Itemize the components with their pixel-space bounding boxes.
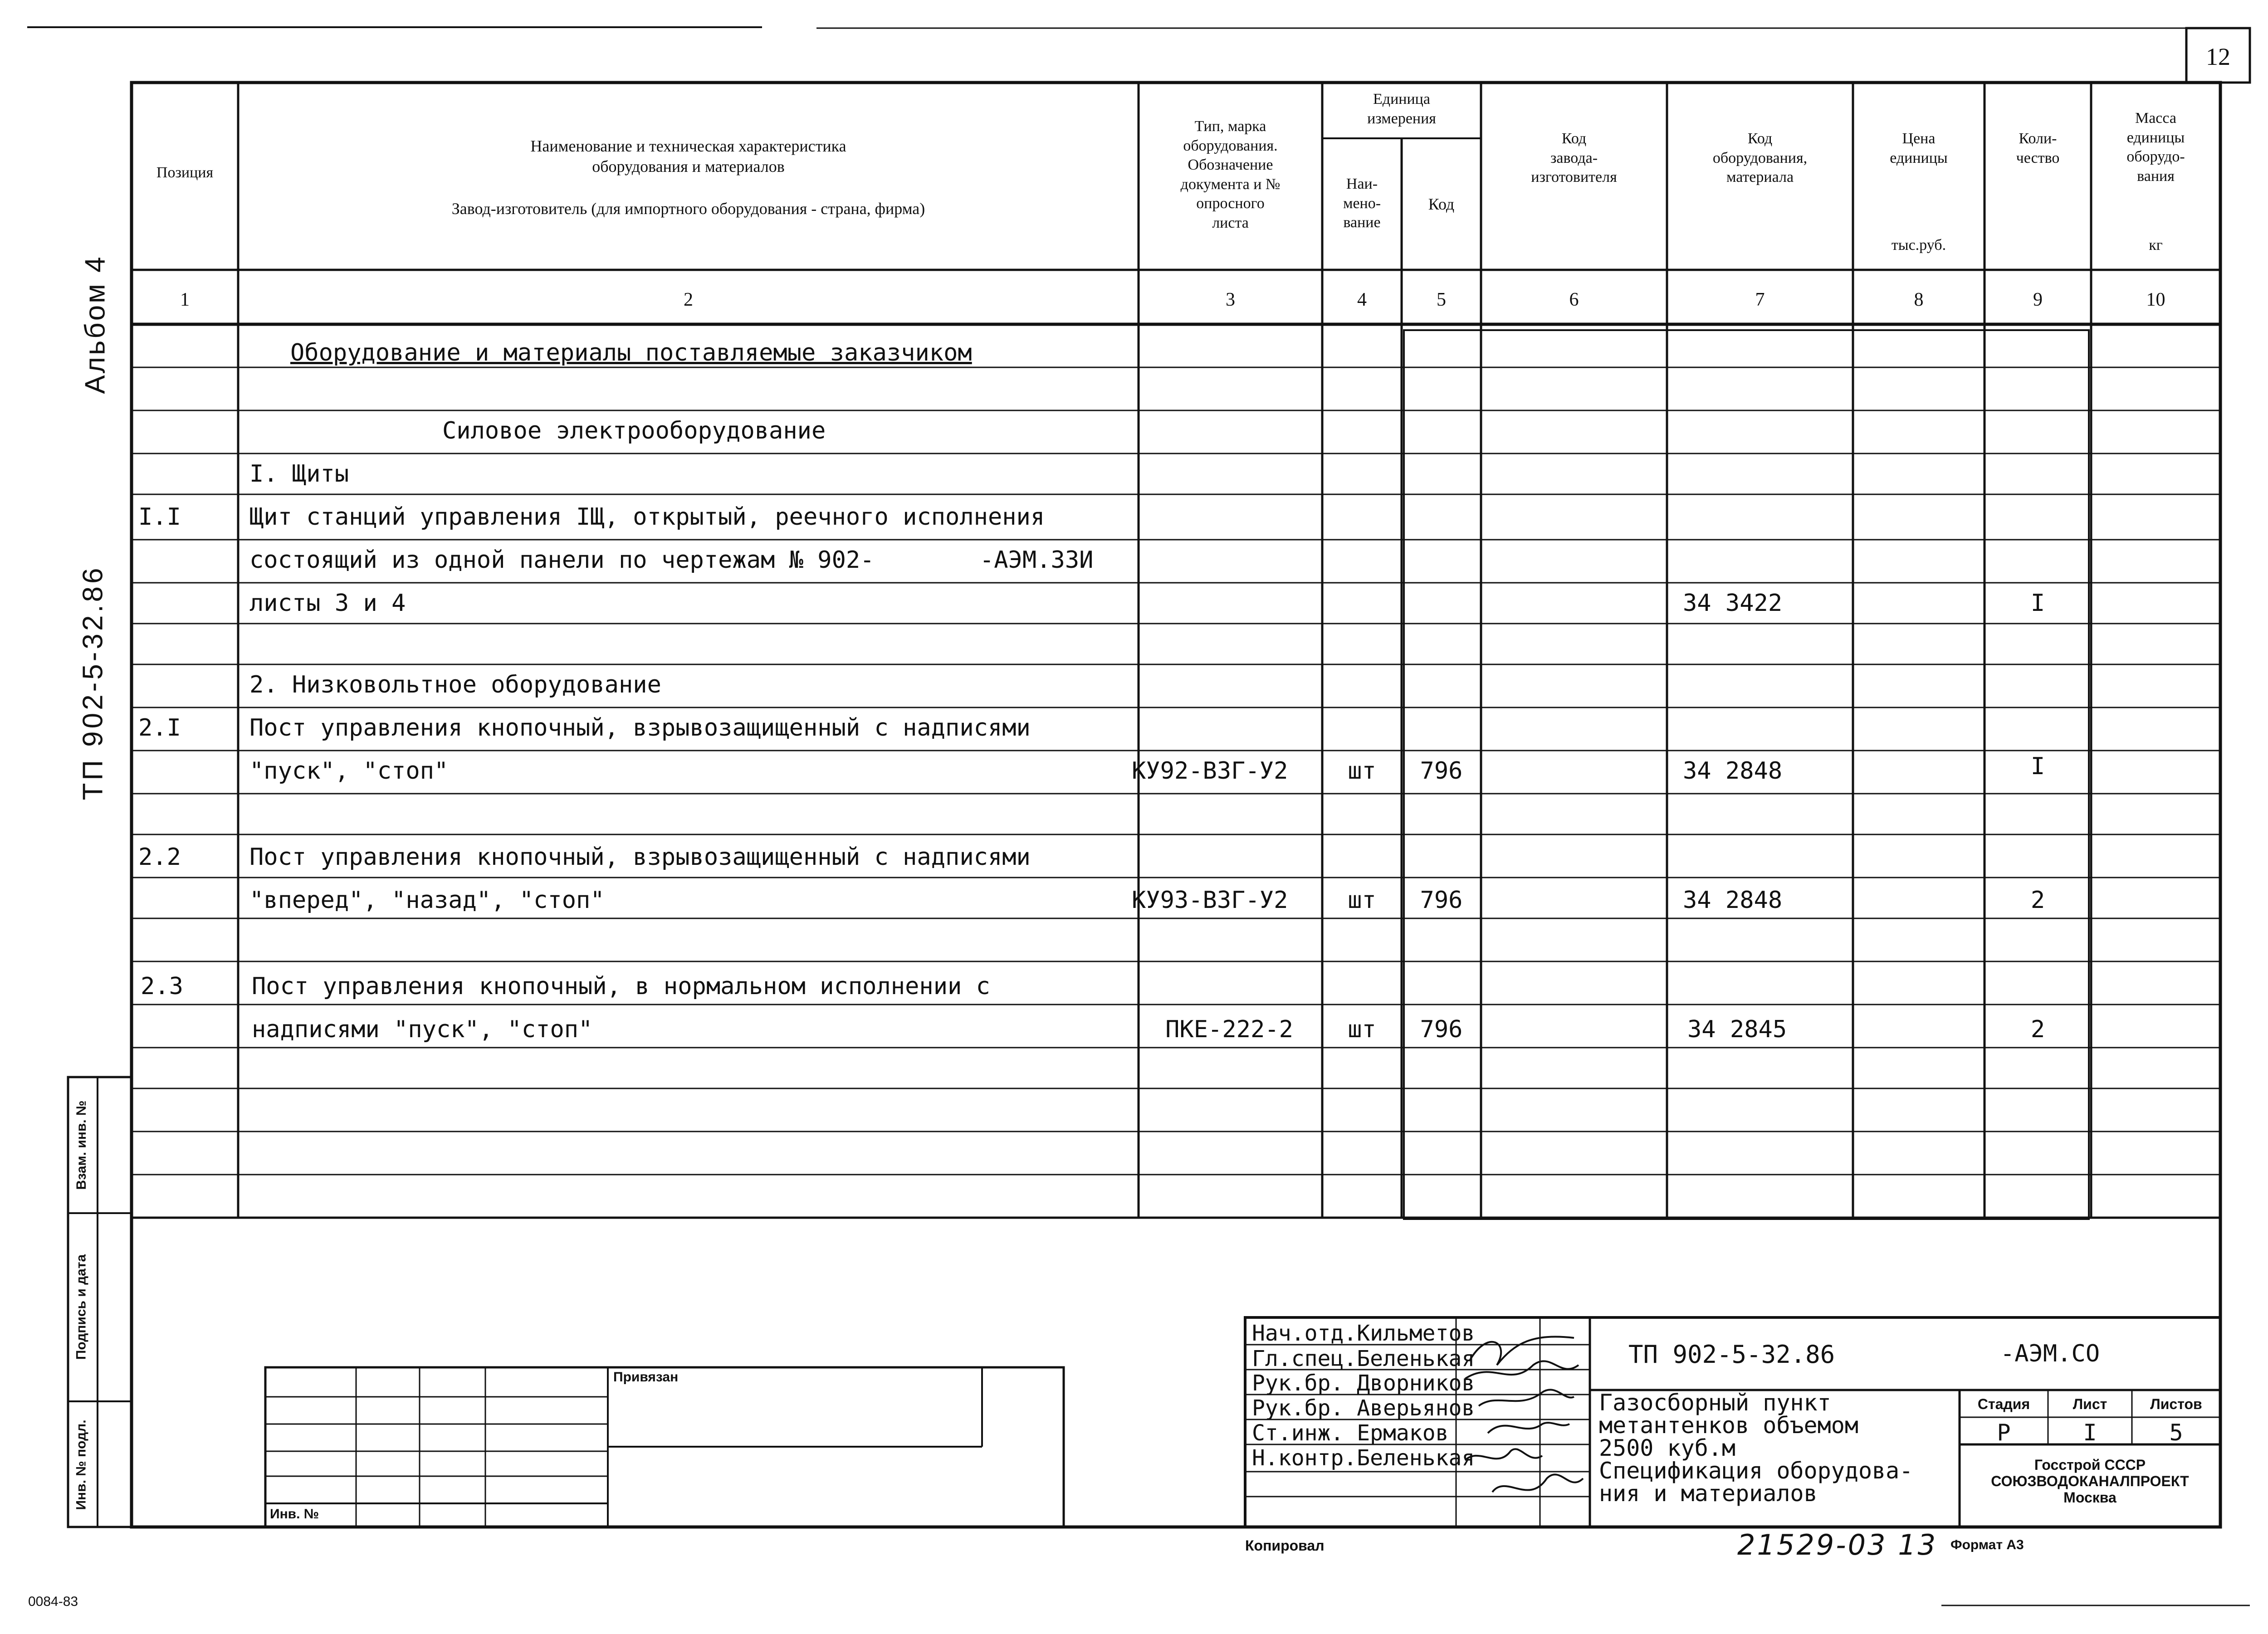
col-number: 4	[1357, 289, 1367, 310]
col-number: 3	[1226, 289, 1235, 310]
stage-label: Стадия	[1977, 1396, 2030, 1412]
header-mass-unit: кг	[2149, 237, 2163, 254]
table-row-type: КУ92-ВЗГ-У2	[1132, 757, 1288, 785]
col-number: 8	[1914, 289, 1924, 310]
copied-by: Копировал	[1245, 1537, 1325, 1554]
table-row-name: Пост управления кнопочный, взрывозащищенный с надписями	[249, 844, 1031, 871]
header-mass: Масса единицы оборудо- вания	[2126, 110, 2185, 185]
table-row-material-code: 34 2848	[1683, 887, 1783, 914]
table-row-name: Щит станций управления IЩ, открытый, реечного исполнения	[249, 503, 1045, 531]
table-row-name: "вперед", "назад", "стоп"	[249, 887, 605, 914]
col-number: 9	[2033, 289, 2043, 310]
group-title: 2. Низковольтное оборудование	[249, 671, 661, 698]
table-row-material-code: 34 2845	[1687, 1016, 1787, 1043]
header-quantity: Коли- чество	[2016, 130, 2060, 166]
signatory-row: Ст.инж. Ермаков	[1252, 1420, 1449, 1446]
table-row-name: "пуск", "стоп"	[249, 757, 449, 785]
signatory-row: Гл.спец.Беленькая	[1252, 1346, 1475, 1371]
table-row-name-tail: -АЭМ.33И	[980, 546, 1094, 574]
table-row-unit: шт	[1348, 1016, 1376, 1043]
col-number: 5	[1437, 289, 1446, 310]
header-type: Тип, марка оборудования. Обозначение документа и № опросного листа	[1180, 118, 1281, 231]
col-number: 2	[684, 289, 693, 310]
col-number: 6	[1569, 289, 1579, 310]
subsection-title: Силовое электрооборудование	[442, 417, 826, 444]
signatory-row: Рук.бр. Аверьянов	[1252, 1395, 1475, 1421]
table-row-position: 2.2	[138, 844, 181, 871]
stamp-inv: Инв. № подл.	[73, 1419, 89, 1510]
header-unit-group: Единица измерения	[1367, 91, 1436, 127]
table-row-material-code: 34 2848	[1683, 757, 1783, 785]
signatures	[1465, 1337, 1583, 1493]
col-number: 10	[2146, 289, 2165, 310]
stage-value: Р	[1997, 1419, 2011, 1446]
table-row-position: I.I	[138, 503, 181, 531]
table-row-unit: шт	[1348, 757, 1376, 785]
sheets-label: Листов	[2150, 1396, 2202, 1412]
side-code: ТП 902-5-32.86	[77, 565, 109, 800]
table-row-type: ПКЕ-222-2	[1165, 1016, 1293, 1043]
signatory-row: Рук.бр. Дворников	[1252, 1371, 1475, 1396]
table-row-name: надписями "пуск", "стоп"	[252, 1016, 593, 1043]
table-row-name: Пост управления кнопочный, взрывозащищенный с надписями	[249, 714, 1031, 741]
group-title: I. Щиты	[249, 460, 349, 488]
table-row-quantity: I	[2030, 590, 2045, 617]
table-row-material-code: 34 3422	[1683, 590, 1783, 617]
format-label: Формат А3	[1950, 1537, 2024, 1552]
table-row-unit-code: 796	[1420, 887, 1463, 914]
album-label: Альбом 4	[79, 255, 111, 394]
col-number: 1	[180, 289, 190, 310]
page-number: 12	[2206, 43, 2230, 70]
header-unit-name: Наи- мено- вание	[1343, 176, 1381, 231]
document-suffix: -АЭМ.СО	[2000, 1340, 2100, 1367]
privyazan-inv: Инв. №	[270, 1507, 319, 1522]
section-title: Оборудование и материалы поставляемые заказчиком	[290, 339, 972, 366]
col-number: 7	[1755, 289, 1765, 310]
header-name: Наименование и техническая характеристика оборудования и материалов Завод-изготовитель (для импортного оборудования - страна, фирма)	[451, 137, 925, 218]
organization: Госстрой СССР СОЮЗВОДОКАНАЛПРОЕКТ Москва	[1991, 1457, 2189, 1506]
table-row-position: 2.3	[141, 973, 183, 1000]
signatory-row: Нач.отд.Кильметов	[1252, 1321, 1475, 1346]
privyazan-label: Привязан	[613, 1370, 679, 1385]
table-row-name: Пост управления кнопочный, в нормальном исполнении с	[252, 973, 990, 1000]
sheets-value: 5	[2169, 1419, 2183, 1446]
stamp-podpis: Подпись и дата	[73, 1254, 89, 1360]
header-unit-code: Код	[1428, 195, 1455, 213]
header-factory-code: Код завода- изготовителя	[1531, 130, 1617, 185]
sheet-value: I	[2083, 1419, 2097, 1446]
table-row-quantity: 2	[2030, 887, 2045, 914]
table-row-unit-code: 796	[1420, 1016, 1463, 1043]
table-row-name: листы 3 и 4	[249, 590, 406, 617]
signatory-row: Н.контр.Беленькая	[1252, 1445, 1475, 1471]
table-row-quantity: 2	[2030, 1016, 2045, 1043]
table-row-unit-code: 796	[1420, 757, 1463, 785]
document-title: Газосборный пункт метантенков объемом 2500 куб.м Спецификация оборудова- ния и материалов	[1599, 1390, 1913, 1507]
header-price-unit: тыс.руб.	[1891, 237, 1946, 254]
header-position: Позиция	[156, 164, 214, 181]
table-row-position: 2.I	[138, 714, 181, 741]
document-code: ТП 902-5-32.86	[1628, 1340, 1835, 1369]
stamp-vzam: Взам. инв. №	[74, 1100, 89, 1190]
table-row-quantity: I	[2030, 753, 2045, 780]
header-price: Цена единицы	[1890, 130, 1948, 166]
archive-number: 21529-03 13	[1737, 1528, 1938, 1561]
form-code: 0084-83	[28, 1594, 78, 1609]
table-row-name: состоящий из одной панели по чертежам № 902-	[249, 546, 875, 574]
header-material-code: Код оборудования, материала	[1712, 130, 1808, 185]
sheet-label: Лист	[2072, 1396, 2107, 1412]
table-row-type: КУ93-ВЗГ-У2	[1132, 887, 1288, 914]
table-row-unit: шт	[1348, 887, 1376, 914]
